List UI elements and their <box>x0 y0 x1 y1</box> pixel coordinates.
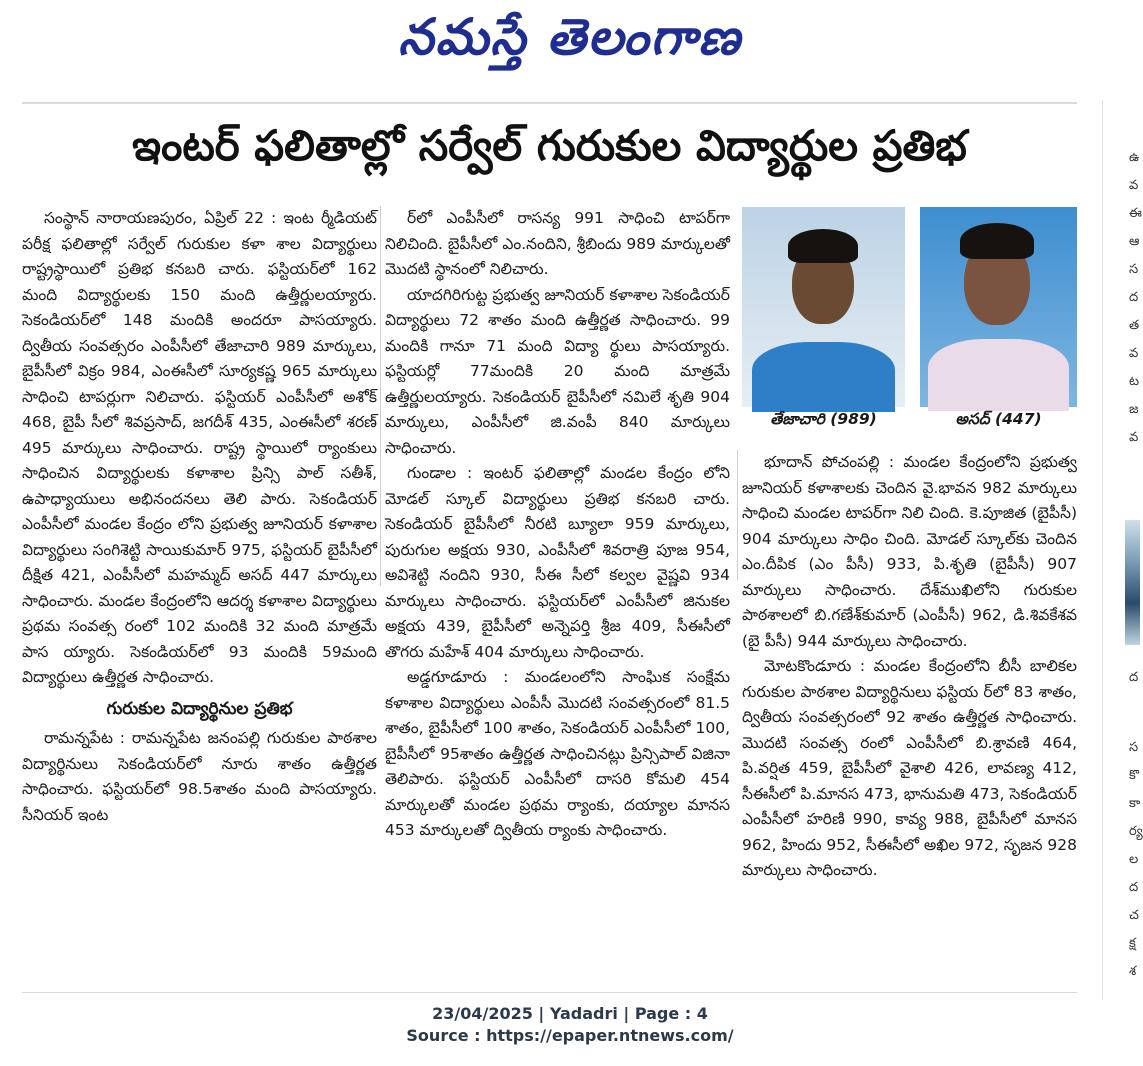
shirt-shape <box>928 339 1069 411</box>
hair-shape <box>960 223 1034 259</box>
article-column-1 <box>22 206 377 828</box>
edge-glyph: స <box>1129 740 1139 755</box>
column-divider <box>380 206 381 586</box>
article-headline: ఇంటర్ ఫలితాల్లో సర్వేల్ గురుకుల విద్యార్థుల ప్రతిభ <box>132 121 967 170</box>
photo-caption: అసద్ (447) <box>955 410 1042 428</box>
hair-shape <box>788 229 858 263</box>
edge-glyph: జ <box>1129 402 1139 417</box>
edge-glyph: ద <box>1129 880 1139 895</box>
edge-glyph: శ <box>1129 964 1137 979</box>
edge-glyph: కొ <box>1129 768 1140 783</box>
edge-glyph: కా <box>1129 796 1141 811</box>
edge-glyph: ఈ <box>1129 206 1142 221</box>
article-column-3 <box>742 450 1077 884</box>
edge-glyph: ర్య <box>1129 824 1143 839</box>
student-photo-tejachari <box>742 207 905 407</box>
edge-glyph: వ <box>1129 430 1139 445</box>
edge-glyph: ఉ <box>1129 150 1140 165</box>
footer-source: Source : https://epaper.ntnews.com/ <box>406 1026 734 1045</box>
paragraph: యాదగిరిగుట్ట ప్రభుత్వ జూనియర్ కళాశాల సెకండియర్ విద్యార్థులు 72 శాతం మంది ఉత్తీర్ణత సాధించారు. 99 మందికి గానూ 71 మంది విద్యా ర్థులు పాసయ్యారు. ఫస్టియర్లో 77మందికి 20 మంది మాత్రమే ఉత్తీర్ణులయ్యారు. సెకండియర్ బైపీసీలో నమిలే శృతి 904 మార్కులు, ఎంపీసీలో జి.వంపీ 840 మార్కులు సాధించారు. <box>385 285 730 457</box>
header-rule <box>22 102 1077 104</box>
edge-glyph: ద <box>1129 670 1139 685</box>
edge-glyph: వ <box>1129 346 1139 361</box>
column-divider <box>737 450 738 580</box>
newspaper-logo: నమస్తే తెలంగాణ <box>398 8 742 66</box>
edge-glyph: త <box>1129 318 1140 333</box>
masthead <box>0 8 1140 79</box>
adjacent-page-photo <box>1125 520 1140 645</box>
edge-glyph: స <box>1129 262 1139 277</box>
paragraph: గుండాల : ఇంటర్ ఫలితాల్లో మండల కేంద్రం లోని మోడల్ స్కూల్ విద్యార్థులు ప్రతిభ కనబరి చారు. సెకండియర్ బైపీసీలో నీరటి బ్యూలా 959 మార్కులు, పురుగుల అక్షయ 930, ఎంపీసీలో శివరాత్రి పూజ 954, అవిశెట్టి నందిని 930, సీఈ సీలో కల్వల వైష్ణవి 934 మార్కులు సాధించారు. ఫస్టియర్‌లో ఎంపీసీలో జినుకల అక్షయ 439, బైపీసీలో అన్నెపర్తి శ్రీజ 409, సీఈసీలో తొగరు మహేశ్ 404 మార్కులు సాధించారు. <box>385 464 730 661</box>
paragraph: ర్‌లో ఎంపీసీలో రాసన్య 991 సాధించి టాపర్‌గా నిలిచింది. బైపీసీలో ఎం.నందిని, శ్రీబిందు 989 మార్కులతో మొదటి స్థానంలో నిలిచారు. <box>385 209 730 278</box>
shirt-shape <box>752 342 895 412</box>
edge-glyph: ట <box>1129 374 1140 389</box>
edge-glyph: వ <box>1129 178 1139 193</box>
edge-glyph: ఆ <box>1129 234 1140 249</box>
paragraph: సంస్థాన్ నారాయణపురం, ఏప్రిల్ 22 : ఇంట ర్మీడియట్ పరీక్ష ఫలితాల్లో సర్వేల్ గురుకుల కళా శాల విద్యార్థులు రాష్ట్రస్థాయిలో ప్రతిభ కనబరి చారు. ఫస్టియర్‌లో 162 మంది విద్యార్థులకు 150 మంది ఉత్తీర్ణులయ్యారు. సెకండియర్‌లో 148 మందికి అందరూ పాసయ్యారు. ద్వితీయ సంవత్సరం ఎంపీసీలో తేజాచారి 989 మార్కులు, బైపీసీలో విక్రం 984, ఎంఈసీలో సూర్యకష్ణ 965 మార్కులు సాధించి టాపర్లుగా నిలిచారు. ఫస్టియర్ ఎంపీసీలో అశోక్ 468, బైపీ సీలో శివప్రసాద్, జగదీశ్ 435, ఎంఈసీలో శరణ్ 495 మార్కులు సాధించారు. రాష్ట్ర స్థాయిలో ర్యాంకులు సాధించిన విద్యార్థులకు కళాశాల ప్రిన్సి పాల్ సతీశ్, ఉపాధ్యాయులు అభినందనలు తెలి పారు. సెకండియర్ ఎంపీసీలో మండల కేంద్రం లోని ప్రభుత్వ జూనియర్ కళాశాల విద్యార్థులు సంగిశెట్టి సాయికుమార్ 975, ఫస్టియర్ బైపీసీలో దీక్షిత 421, ఎంపీసీలో మహమ్మద్ అసద్ 447 మార్కులు సాధించారు. మండల కేంద్రంలోని ఆదర్శ కళాశాల విద్యార్థులు ప్రథమ సంవత్స రంలో 102 మందికి 32 మంది మాత్రమే పాస య్యారు. సెకండియర్‌లో 93 మందికి 59మంది విద్యార్థులు ఉత్తీర్ణత సాధించారు. <box>22 209 377 686</box>
paragraph: అడ్డగూడూరు : మండలంలోని సాంఘిక సంక్షేమ కళాశాల విద్యార్థులు ఎంపీసీ మొదటి సంవత్సరంలో 81.5 శాతం, బైపీసీలో 100 శాతం, సెకండియర్ ఎంపీసీలో 100, బైపీసీలో 95శాతం ఉత్తీర్ణత సాధించినట్లు ప్రిన్సిపాల్ విజినా తెలిపారు. ఫస్టియర్ ఎంపీసీలో దాసరి కోమలి 454 మార్కులతో మండల ప్రథమ ర్యాంకు, దయ్యాల మానస 453 మార్కులతో ద్వితీయ ర్యాంకు సాధించారు. <box>385 668 730 839</box>
student-photo-asad <box>920 207 1077 407</box>
paragraph: రామన్నపేట : రామన్నపేట జనంపల్లి గురుకుల పాఠశాల విద్యార్థినులు సెకండియర్‌లో నూరు శాతం ఉత్తీర్ణత సాధించారు. ఫస్టియర్‌లో 98.5శాతం మంది పాసయ్యారు. సీనియర్ ఇంట <box>22 729 377 824</box>
edge-glyph: ద <box>1129 290 1139 305</box>
article-column-2 <box>385 206 730 844</box>
paragraph: భూదాన్ పోచంపల్లి : మండల కేంద్రంలోని ప్రభుత్వ జూనియర్ కళాశాలకు చెందిన వై.భావన 982 మార్కులు సాధించి మండల టాపర్‌గా నిలి చింది. కె.పూజిత (బైపీసీ) 904 మార్కులు సాధిం చింది. మోడల్ స్కూల్‌కు చెందిన ఎం.దీపిక (ఎం పీసీ) 933, పి.శృతి (బైపీసీ) 907 మార్కులు సాధించారు. దేశ్‌ముఖిలోని గురుకుల పాఠశాలలో బి.గణేశ్‌కుమార్ (ఎంపీసీ) 962, డి.శివకేశవ (బై పీసీ) 944 మార్కులు సాధించారు. <box>742 453 1077 650</box>
photo-caption: తేజాచారి (989) <box>770 410 877 428</box>
paragraph: మోటకొండూరు : మండల కేంద్రంలోని బీసీ బాలికల గురుకుల పాఠశాల విద్యార్థినులు ఫస్టియ ర్‌లో 83 శాతం, ద్వితీయ సంవత్సరంలో 92 శాతం ఉత్తీర్ణత సాధించారు. మొదటి సంవత్స రంలో ఎంపీసీలో బి.శ్రావణి 464, పి.వర్షిత 459, బైపీసీలో వైశాలి 426, లావణ్య 412, సీఈసీలో పి.మానస 473, భానుమతి 473, సెకండియర్ ఎంపీసీలో హరిణి 990, కావ్య 988, బైపీసీలో మానస 962, హిందు 952, సీఈసీలో అఖిల 972, సృజన 928 మార్కులు సాధించారు. <box>742 657 1077 879</box>
edge-glyph: క్ష <box>1129 936 1136 951</box>
edge-glyph: చ <box>1129 908 1139 923</box>
subheading: గురుకుల విద్యార్థినుల ప్రతిభ <box>106 698 293 719</box>
footer-rule <box>22 992 1077 993</box>
footer-date-page: 23/04/2025 | Yadadri | Page : 4 <box>432 1004 708 1023</box>
edge-glyph: ల <box>1129 852 1139 867</box>
